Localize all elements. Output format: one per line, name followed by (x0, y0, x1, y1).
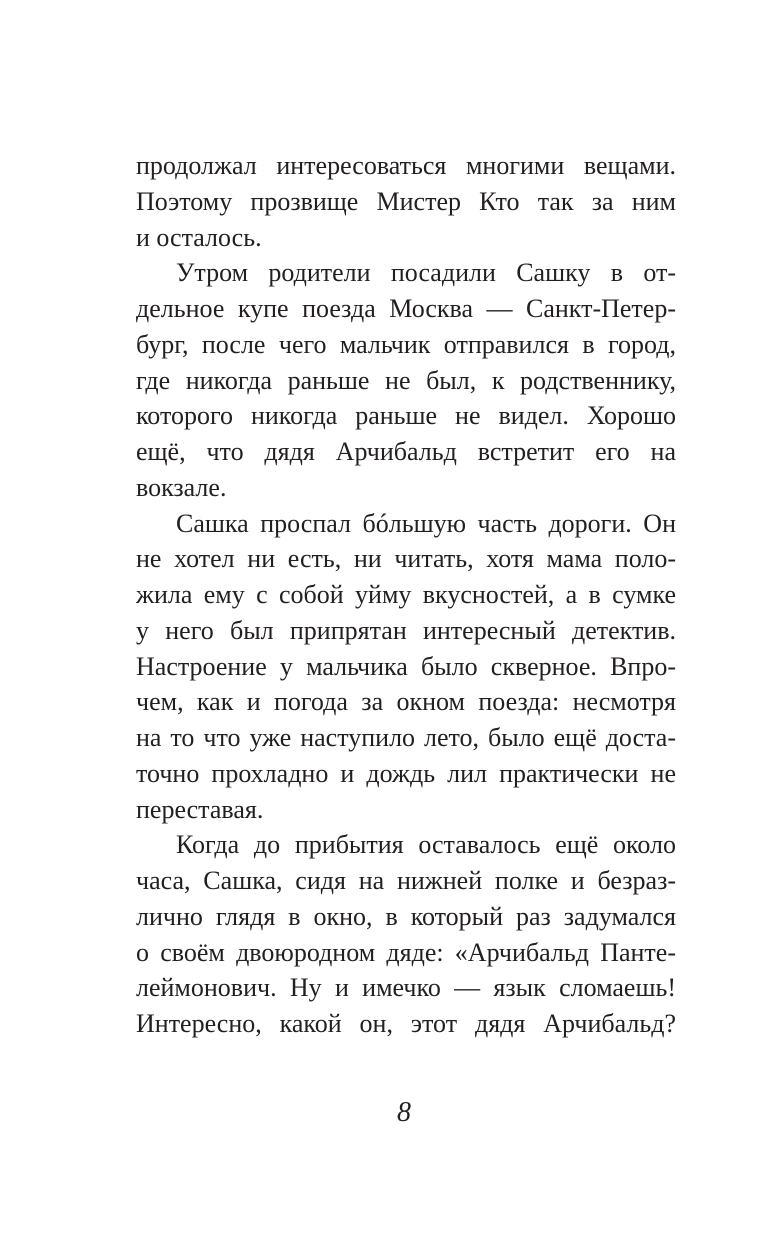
page-number-label: 8 (397, 1097, 411, 1128)
text-line: леймонович. Ну и имечко — язык сломаешь! (136, 973, 676, 1003)
paragraph-1 (136, 148, 676, 255)
text-line: о своём двоюродном дяде: «Арчибальд Панте- (136, 937, 676, 967)
text-line: дельное купе поезда Москва — Санкт-Петер- (136, 294, 676, 323)
text-line: Интересно, какой он, этот дядя Арчибальд? (136, 1009, 676, 1038)
text-line: не хотел ни есть, ни читать, хотя мама поло- (136, 544, 676, 574)
text-line: жила ему с собой уйму вкусностей, а в сумке (136, 580, 676, 609)
text-line: ещё, что дядя Арчибальд встретит его на (136, 437, 676, 466)
page-number (0, 1095, 768, 1131)
text-line: вокзале. (136, 472, 227, 502)
text-line: на то что уже наступило лето, было ещё доста- (136, 723, 676, 752)
paragraph-3 (136, 506, 676, 828)
text-line: где никогда раньше не был, к родственнику, (136, 365, 676, 395)
text-line: которого никогда раньше не видел. Хорошо (136, 401, 676, 431)
text-line: точно прохладно и дождь лил практически не (136, 758, 676, 788)
text-line: у него был припрятан интересный детектив. (136, 615, 676, 645)
text-line: продолжал интересоваться многими вещами. (136, 151, 676, 180)
text-line: бург, после чего мальчик отправился в город, (136, 329, 676, 359)
page-body (136, 148, 676, 1042)
text-line: лично глядя в окно, в который раз задумался (136, 901, 676, 931)
text-line: переставая. (136, 794, 264, 824)
paragraph-4 (136, 827, 676, 1042)
text-line: Поэтому прозвище Мистер Кто так за ним (136, 186, 676, 216)
paragraph-2 (136, 255, 676, 505)
text-line: Настроение у мальчика было скверное. Впро- (136, 651, 676, 681)
text-line: Когда до прибытия оставалось ещё около (176, 830, 676, 860)
text-line: Сашка проспал бóльшую часть дороги. Он (176, 508, 676, 538)
text-line: Утром родители посадили Сашку в от- (176, 258, 676, 288)
text-line: и осталось. (136, 222, 262, 252)
text-line: часа, Сашка, сидя на нижней полке и безраз- (136, 866, 676, 895)
text-line: чем, как и погода за окном поезда: несмотря (136, 687, 676, 717)
